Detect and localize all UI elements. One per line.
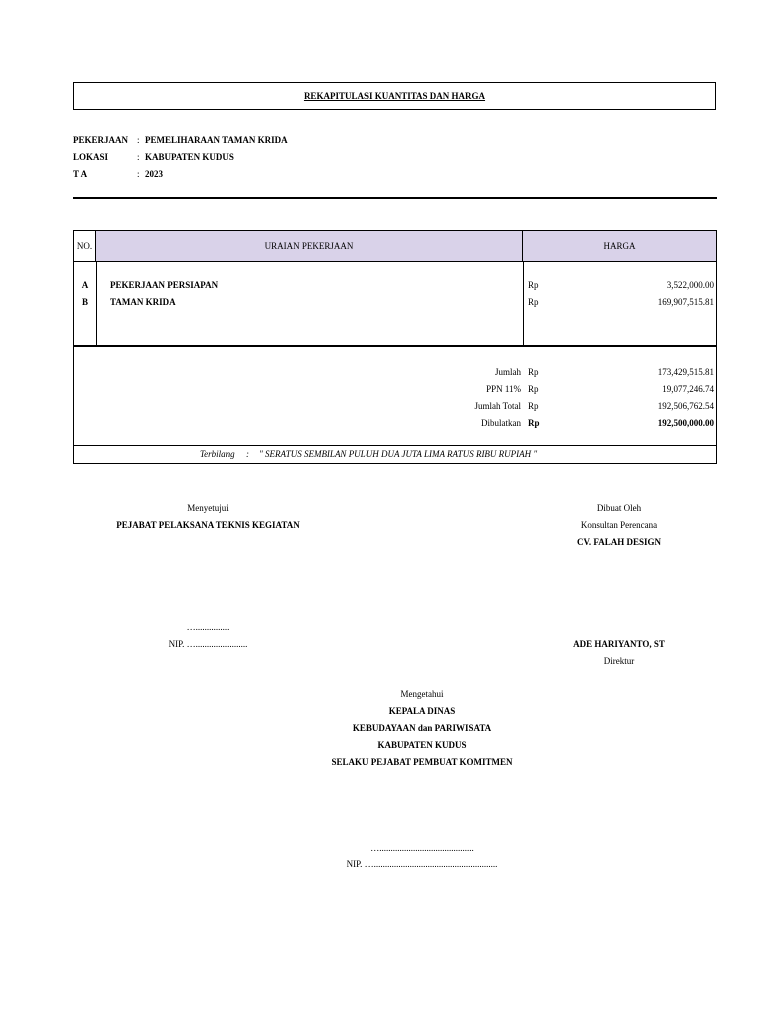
recap-table	[73, 230, 717, 464]
terbilang-value: " SERATUS SEMBILAN PULUH DUA JUTA LIMA RATUS RIBU RUPIAH "	[259, 449, 538, 459]
column-divider	[523, 261, 524, 345]
total-amount: 173,429,515.81	[657, 367, 714, 377]
header-desc: URAIAN PEKERJAAN	[96, 231, 523, 261]
header-no: NO.	[74, 231, 96, 261]
row-no: A	[81, 280, 89, 290]
total-currency: Rp	[528, 367, 539, 377]
total-label: Jumlah Total	[474, 401, 521, 411]
bottom-sign-name: …..........................................	[370, 843, 474, 853]
totals-separator	[74, 345, 716, 347]
document-title: REKAPITULASI KUANTITAS DAN HARGA	[73, 82, 716, 110]
info-label-lokasi: LOKASI	[73, 152, 109, 162]
bottom-sign-nip: NIP. ….......................................................	[346, 859, 498, 869]
table-header	[74, 231, 716, 262]
row-amount: 3,522,000.00	[666, 280, 714, 290]
row-currency: Rp	[528, 297, 539, 307]
total-label: Jumlah	[495, 367, 521, 377]
left-sign-heading: Menyetujui	[187, 503, 229, 513]
rounded-label: Dibulatkan	[481, 418, 521, 428]
info-colon: :	[137, 135, 140, 145]
bottom-sign-line1: KEPALA DINAS	[388, 706, 456, 716]
row-no: B	[81, 297, 88, 307]
left-sign-name: …...............	[186, 622, 230, 632]
row-currency: Rp	[528, 280, 539, 290]
bottom-sign-line3: KABUPATEN KUDUS	[377, 740, 467, 750]
bottom-sign-line2: KEBUDAYAAN dan PARIWISATA	[352, 723, 492, 733]
right-sign-name: ADE HARIYANTO, ST	[573, 639, 665, 649]
right-sign-company: CV. FALAH DESIGN	[577, 537, 661, 547]
total-label: PPN 11%	[486, 384, 521, 394]
left-sign-title: PEJABAT PELAKSANA TEKNIS KEGIATAN	[116, 520, 300, 530]
right-sign-subtitle: Konsultan Perencana	[580, 520, 658, 530]
terbilang-separator	[74, 445, 716, 446]
rounded-currency: Rp	[528, 418, 540, 428]
right-sign-heading: Dibuat Oleh	[596, 503, 642, 513]
rounded-amount: 192,500,000.00	[657, 418, 714, 428]
right-sign-position: Direktur	[603, 656, 635, 666]
row-amount: 169,907,515.81	[657, 297, 714, 307]
total-currency: Rp	[528, 401, 539, 411]
total-amount: 192,506,762.54	[657, 401, 714, 411]
column-divider	[96, 261, 97, 345]
info-value-ta: 2023	[145, 169, 163, 179]
info-value-lokasi: KABUPATEN KUDUS	[145, 152, 234, 162]
row-desc: PEKERJAAN PERSIAPAN	[110, 280, 219, 290]
header-price: HARGA	[523, 231, 716, 261]
info-label-pekerjaan: PEKERJAAN	[73, 135, 129, 145]
total-amount: 19,077,246.74	[662, 384, 714, 394]
left-sign-nip: NIP. ….......................	[168, 639, 248, 649]
info-value-pekerjaan: PEMELIHARAAN TAMAN KRIDA	[145, 135, 288, 145]
bottom-sign-heading: Mengetahui	[400, 689, 444, 699]
terbilang-label: Terbilang	[200, 449, 235, 459]
info-colon: :	[137, 169, 140, 179]
divider	[73, 197, 717, 199]
bottom-sign-line4: SELAKU PEJABAT PEMBUAT KOMITMEN	[331, 757, 513, 767]
info-colon: :	[137, 152, 140, 162]
info-label-ta: T A	[73, 169, 88, 179]
row-desc: TAMAN KRIDA	[110, 297, 176, 307]
terbilang-colon: :	[246, 449, 249, 459]
total-currency: Rp	[528, 384, 539, 394]
